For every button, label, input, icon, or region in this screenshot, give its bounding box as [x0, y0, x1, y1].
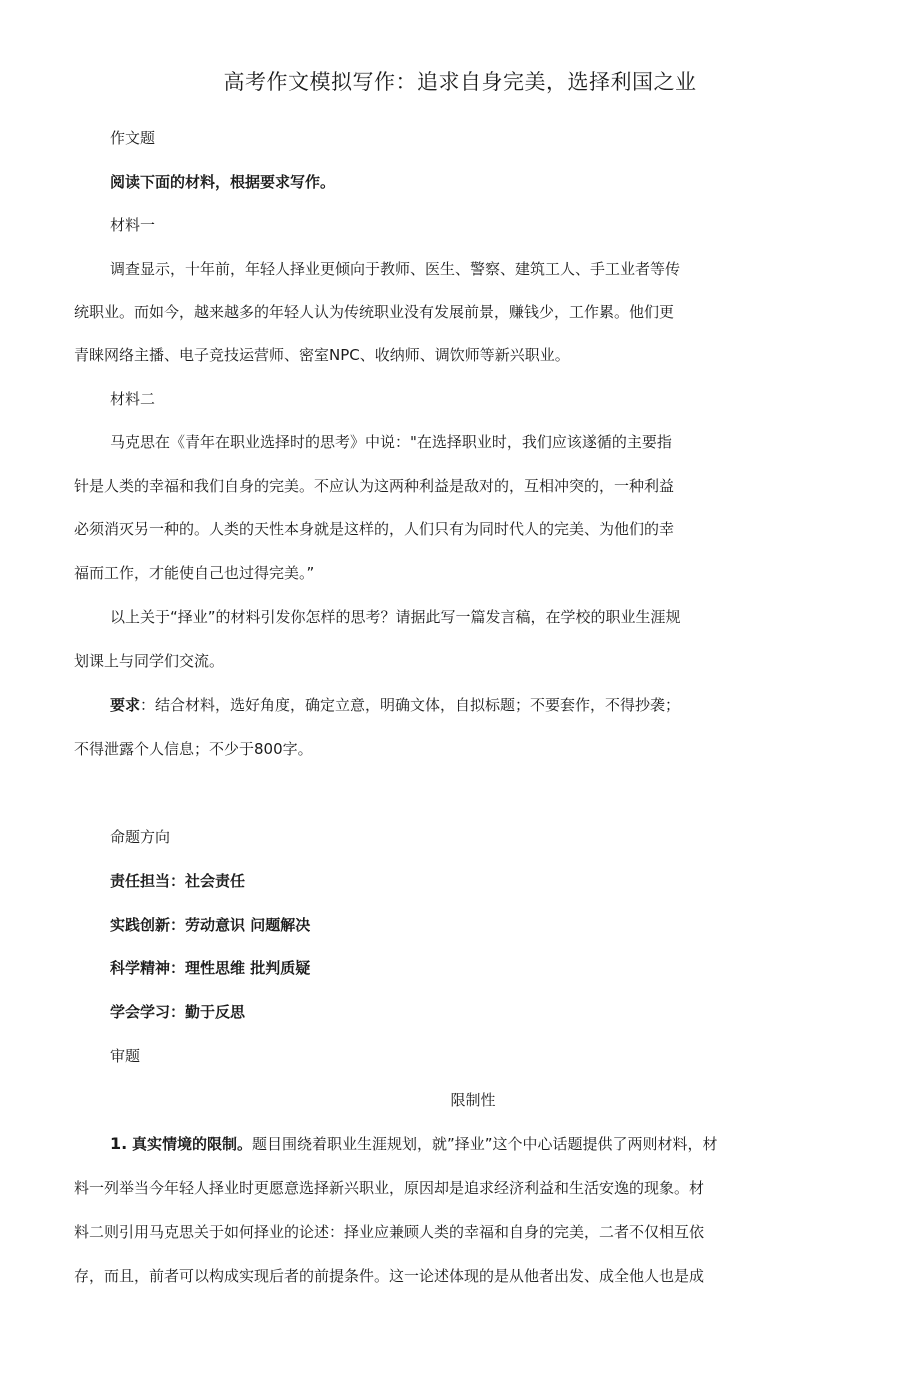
- requirement-text: ：结合材料，选好角度，确定立意，明确文体，自拟标题；不要套作，不得抄袭；: [140, 696, 681, 714]
- point1-heading: 真实情境的限制。: [132, 1135, 253, 1153]
- material1-line: 调查显示，十年前，年轻人择业更倾向于教师、医生、警察、建筑工人、手工业者等传: [110, 260, 681, 278]
- point1-line: 存，而且，前者可以构成实现后者的前提条件。这一论述体现的是从他者出发、成全他人也是成: [74, 1267, 705, 1285]
- point1-line: 料二则引用马克思关于如何择业的论述：择业应兼顾人类的幸福和自身的完美，二者不仅相互依: [74, 1223, 705, 1241]
- direction-item: 科学精神：理性思维 批判质疑: [110, 959, 311, 977]
- direction-item: 学会学习：勤于反思: [110, 1003, 246, 1021]
- limitation-heading: 限制性: [450, 1091, 496, 1109]
- requirement-line-2: 不得泄露个人信息；不少于800字。: [74, 740, 313, 758]
- prompt-line: 划课上与同学们交流。: [74, 652, 225, 670]
- point1-number: 1.: [110, 1134, 128, 1153]
- material1-line: 统职业。而如今，越来越多的年轻人认为传统职业没有发展前景，赚钱少，工作累。他们更: [74, 303, 675, 321]
- point1-line: [110, 1134, 718, 1154]
- material2-line: 马克思在《青年在职业选择时的思考》中说："在选择职业时，我们应该遂循的主要指: [110, 433, 672, 451]
- requirement-line: [110, 695, 680, 715]
- review-label: 审题: [110, 1047, 141, 1065]
- document-title: 高考作文模拟写作：追求自身完美，选择利国之业: [223, 70, 697, 94]
- material2-line: 必须消灭另一种的。人类的天性本身就是这样的，人们只有为同时代人的完美、为他们的幸: [74, 520, 675, 538]
- point1-line: 料一列举当今年轻人择业时更愿意选择新兴职业，原因却是追求经济利益和生活安逸的现象。材: [74, 1179, 705, 1197]
- direction-item: 责任担当：社会责任: [110, 872, 246, 890]
- material2-line: 福而工作，才能使自己也过得完美。”: [74, 564, 315, 582]
- section-label: 作文题: [110, 129, 156, 147]
- instruction: 阅读下面的材料，根据要求写作。: [110, 173, 336, 191]
- material2-label: 材料二: [110, 390, 156, 408]
- requirement-label: 要求: [110, 696, 141, 714]
- material1-label: 材料一: [110, 216, 156, 234]
- prompt-line: 以上关于“择业”的材料引发你怎样的思考？请据此写一篇发言稿，在学校的职业生涯规: [110, 608, 681, 626]
- material1-line: 青睐网络主播、电子竞技运营师、密室NPC、收纳师、调饮师等新兴职业。: [74, 346, 570, 364]
- material2-line: 针是人类的幸福和我们自身的完美。不应认为这两种利益是敌对的，互相冲突的，一种利益: [74, 477, 675, 495]
- direction-item: 实践创新：劳动意识 问题解决: [110, 916, 311, 934]
- point1-text: 题目围绕着职业生涯规划，就”择业”这个中心话题提供了两则材料，材: [252, 1135, 718, 1153]
- direction-label: 命题方向: [110, 828, 171, 846]
